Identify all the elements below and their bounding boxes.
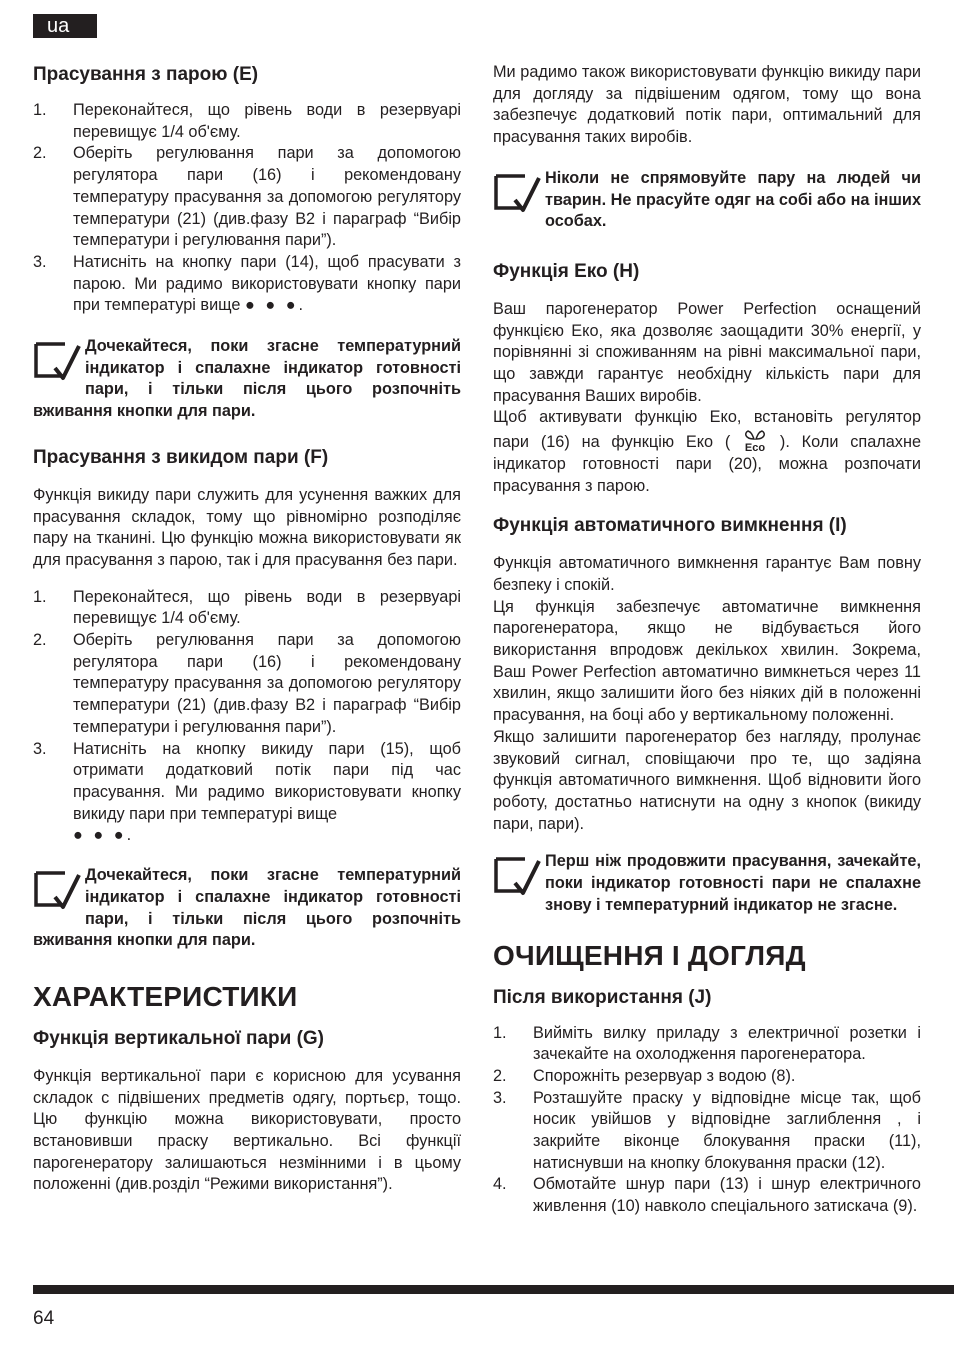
list-item (493, 1088, 921, 1175)
section-title-cleaning: ОЧИЩЕННЯ І ДОГЛЯД (493, 939, 806, 971)
auto-off-paragraph-3: Якщо залишити парогенератор без нагляду, пролунає звуковий сигнал, сповіщаючи про те, що задіяна функція автоматичного вимкнення. Щоб відновити його роботу, достатньо натиснути на одну з кнопок (викиду пари, пари). (493, 727, 921, 833)
note-box (493, 851, 921, 916)
item-number: 4. (493, 1175, 507, 1194)
note-box (33, 865, 461, 952)
left-column (33, 60, 461, 1196)
item-number: 2. (493, 1066, 507, 1085)
note-box (33, 336, 461, 423)
temperature-dots: ● ● ● (244, 296, 299, 315)
eco-icon-label: Eco (745, 442, 766, 454)
eco-paragraph-1: Ваш парогенератор Power Perfection оснащений функцією Еко, яка дозволяє заощадити 30% енергії, у порівнянні зі споживанням на рівні максимальної пари, що завжди гарантує необхідну кількість пари для прасування Ваших виробів. (493, 299, 921, 405)
footer-rule (33, 1285, 954, 1294)
note-check-icon (493, 853, 541, 897)
item-number: 1. (33, 101, 47, 119)
shot-intro: Функція викиду пари служить для усунення важких для прасування складок, тому що рівномірно розподіляє пару на тканині. Цю функцію можна використовувати як для прасування з парою, так і для прасування без пари. (33, 485, 461, 569)
list-item (493, 1174, 921, 1217)
item-text: Обмотайте шнур пари (13) і шнур електричного живлення (10) навколо спеціального затискача (9). (533, 1175, 921, 1216)
note-check-icon (33, 338, 81, 382)
eco-leaf-icon (742, 429, 768, 453)
item-text: Розташуйте праску у відповідне місце так, щоб носик увійшов у відповідне заглиблення , і закрийте віконце блокування праски (11), натиснувши на кнопку блокування праски (12). (533, 1088, 921, 1172)
item-text: Оберіть регулювання пари за допомогою регулятора пари (16) і рекомендовану температуру прасування за допомогою регулятору температури (21) (див.фазу B2 і параграф “Вибір температури і регулювання пари”). (73, 631, 461, 736)
note-check-icon (33, 867, 81, 911)
item-number: 3. (493, 1088, 507, 1107)
language-tab: ua (33, 14, 97, 38)
item-number: 3. (33, 252, 47, 271)
note-box (493, 168, 921, 233)
shot-steps-list (33, 587, 461, 847)
item-text: Спорожніть резервуар з водою (8). (533, 1066, 796, 1085)
item-number: 1. (33, 587, 47, 606)
note-text: Перш ніж продовжити прасування, зачекайте, поки індикатор готовності пари не спалахне знову і температурний індикатор не згасне. (545, 852, 921, 914)
temperature-dots: ● ● ● (73, 826, 127, 845)
eco-paragraph-2 (493, 407, 921, 497)
heading-after-use: Після використання (J) (493, 986, 712, 1008)
heading-vertical-steam: Функція вертикальної пари (G) (33, 1027, 325, 1049)
heading-auto-off: Функція автоматичного вимкнення (I) (493, 515, 847, 537)
list-item (33, 100, 461, 143)
heading-steam-ironing: Прасування з парою (E) (33, 64, 259, 85)
steam-steps-list (33, 100, 461, 317)
auto-off-paragraph-2: Ця функція забезпечує автоматичне вимкнення парогенератора, якщо не відбувається його використання впродовж декількох хвилин. Зокрема, Ваш Power Perfection автоматично вимкнеться через 11 хвилин, якщо залишити його без ніяких дій в положенні прасування, на боці або у вертикальному положенні. (493, 597, 921, 725)
list-item (493, 1023, 921, 1066)
item-number: 3. (33, 739, 47, 758)
section-title-features: ХАРАКТЕРИСТИКИ (33, 980, 298, 1012)
list-item: 3. Натисніть на кнопку пари (14), щоб прасувати з парою. Ми радимо використовувати кнопку пари при температурі вище ● ● ●. (33, 252, 461, 315)
note-text: Дочекайтеся, поки згасне температурний індикатор і спалахне індикатор готовності пари, і тільки після цього розпочніть вживання кнопки для пари. (33, 337, 461, 421)
after-use-steps-list (493, 1023, 921, 1218)
heading-eco: Функція Еко (H) (493, 260, 640, 282)
eco-text-a: Щоб активувати функцію Еко, встановіть регулятор пари (16) на функцію Еко ( (493, 408, 921, 452)
right-column (493, 62, 921, 1218)
note-text: Ніколи не спрямовуйте пару на людей чи тварин. Не прасуйте одяг на собі або на інших особах. (545, 168, 921, 231)
list-item (33, 143, 461, 252)
item-text: Оберіть регулювання пари за допомогою регулятора пари (16) і рекомендовану температуру прасування за допомогою регулятору температури (21) (див.фазу B2 і параграф “Вибір температури і регулювання пари”). (73, 144, 461, 250)
page-number: 64 (33, 1308, 55, 1329)
note-text: Дочекайтеся, поки згасне температурний індикатор і спалахне індикатор готовності пари, і тільки після цього розпочніть вживання кнопки для пари. (33, 866, 461, 950)
vertical-steam-text: Функція вертикальної пари є корисною для усування складок с підвішених предметів одягу, портьєр, тощо. Цю функцію можна використовувати, просто встановивши праску вертикально. Всі функції парогенератору залишаються незмінними і в цьому положенні (див.розділ “Режими використання”). (33, 1066, 461, 1194)
item-text: Натисніть на кнопку пари (14), щоб прасувати з парою. Ми радимо використовувати кнопку пари при температурі вище (73, 252, 461, 315)
item-number: 2. (33, 631, 47, 650)
item-text: Вийміть вилку приладу з електричної розетки і зачекайте на охолодження парогенератора. (533, 1023, 921, 1064)
heading-shot-steam: Прасування з викидом пари (F) (33, 446, 329, 468)
item-text: Переконайтеся, що рівень води в резервуарі перевищує 1/4 об'єму. (73, 587, 461, 628)
eco-text-b: ). Коли спалахне індикатор готовності пари (20), можна розпочати прасування з парою. (493, 433, 921, 495)
item-number: 2. (33, 144, 47, 163)
list-item (493, 1066, 921, 1088)
vertical-steam-continued: Ми радимо також використовувати функцію викиду пари для догляду за підвішеним одягом, тому що вона забезпечує додатковий потік пари, оптимальний для прасування таких виробів. (493, 63, 921, 147)
item-text: Натисніть на кнопку викиду пари (15), щоб отримати додатковий потік пари під час прасування. Ми радимо використовувати кнопку викиду пари при температурі вище (73, 739, 461, 823)
list-item (33, 587, 461, 630)
auto-off-paragraph-1: Функція автоматичного вимкнення гарантує Вам повну безпеку і спокій. (493, 554, 921, 594)
item-number: 1. (493, 1023, 507, 1042)
item-text: Переконайтеся, що рівень води в резервуарі перевищує 1/4 об'єму. (73, 101, 461, 141)
list-item: 3. Натисніть на кнопку викиду пари (15), щоб отримати додатковий потік пари під час прасування. Ми радимо використовувати кнопку викиду пари при температурі вище ● ● ●. (33, 739, 461, 845)
list-item (33, 630, 461, 739)
note-check-icon (493, 170, 541, 214)
